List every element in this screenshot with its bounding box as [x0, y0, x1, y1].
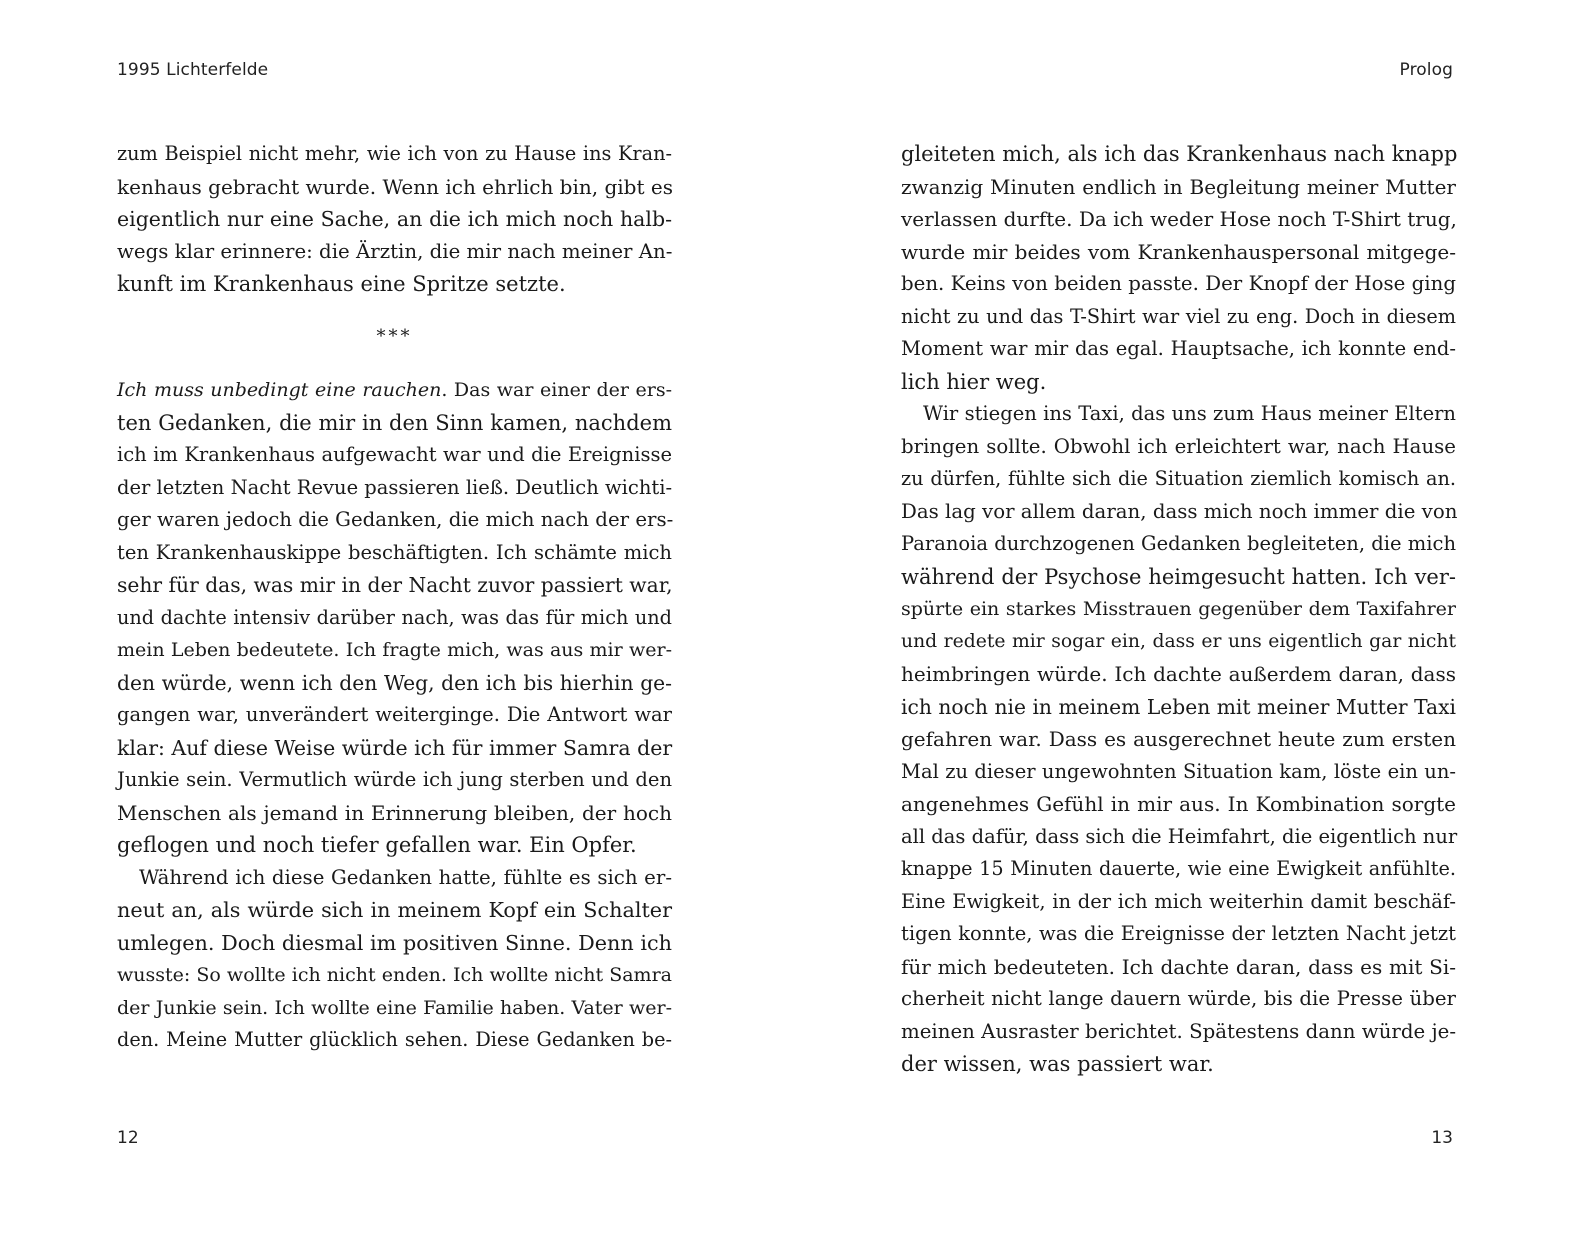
text-line: [117, 374, 672, 407]
text-line: zwanzig Minuten endlich in Begleitung meiner Mutter: [901, 174, 1456, 199]
text-line: für mich bedeuteten. Ich dachte daran, dass es mit Si-: [901, 954, 1456, 979]
text-line: den. Meine Mutter glücklich sehen. Diese Gedanken be-: [117, 1028, 672, 1051]
right-paragraph-1: [901, 138, 1456, 398]
text-line: zu dürfen, fühlte sich die Situation ziemlich komisch an.: [901, 467, 1456, 490]
text-line: ich noch nie in meinem Leben mit meiner Mutter Taxi: [901, 694, 1456, 719]
text-line: cherheit nicht lange dauern würde, bis die Presse über: [901, 987, 1456, 1010]
text-line: geflogen und noch tiefer gefallen war. Ein Opfer.: [117, 833, 637, 857]
text-line: den würde, wenn ich den Weg, den ich bis hierhin ge-: [117, 670, 672, 695]
text-line: Das lag vor allem daran, dass mich noch immer die von: [901, 499, 1458, 523]
text-line: knappe 15 Minuten dauerte, wie eine Ewigkeit anfühlte.: [901, 857, 1456, 880]
text-line: gangen war, unverändert weiterginge. Die Antwort war: [117, 703, 672, 726]
left-paragraph-2: [117, 374, 672, 862]
left-running-head: 1995 Lichterfelde: [117, 60, 269, 80]
text-line: tigen konnte, was die Ereignisse der letzten Nacht jetzt: [901, 922, 1456, 945]
text-line: spürte ein starkes Misstrauen gegenüber dem Taxifahrer: [901, 598, 1456, 620]
text-line: Moment war mir das egal. Hauptsache, ich konnte end-: [901, 337, 1456, 360]
text-line: und dachte intensiv darüber nach, was das für mich und: [117, 605, 672, 629]
text-line: kunft im Krankenhaus eine Spritze setzte.: [117, 272, 566, 296]
right-paragraph-2: [901, 398, 1456, 1081]
text-line: Paranoia durchzogenen Gedanken begleiteten, die mich: [901, 532, 1456, 555]
text-line: angenehmes Gefühl in mir aus. In Kombination sorgte: [901, 792, 1456, 816]
text-line: klar: Auf diese Weise würde ich für immer Samra der: [117, 735, 673, 760]
text-line: wurde mir beides vom Krankenhauspersonal mitgege-: [901, 239, 1456, 264]
text-line: sehr für das, was mir in der Nacht zuvor passiert war,: [117, 573, 673, 597]
text-fragment: . Das war einer der ers-: [441, 379, 672, 401]
left-paragraph-3: [117, 862, 672, 1057]
text-line: ger waren jedoch die Gedanken, die mich nach der ers-: [117, 508, 674, 531]
text-line: lich hier weg.: [901, 369, 1047, 394]
text-line: der wissen, was passiert war.: [901, 1052, 1214, 1076]
text-line: neut an, als würde sich in meinem Kopf ein Schalter: [117, 898, 672, 922]
text-line: Während ich diese Gedanken hatte, fühlte es sich er-: [139, 865, 672, 889]
section-separator: ***: [376, 325, 413, 347]
text-line: ich im Krankenhaus aufgewacht war und die Ereignisse: [117, 443, 672, 466]
text-line: der letzten Nacht Revue passieren ließ. Deutlich wichti-: [117, 475, 673, 499]
text-line: kenhaus gebracht wurde. Wenn ich ehrlich bin, gibt es: [117, 174, 673, 199]
text-line: Eine Ewigkeit, in der ich mich weiterhin damit beschäf-: [901, 889, 1456, 913]
text-line: Menschen als jemand in Erinnerung bleiben, der hoch: [117, 800, 672, 825]
right-running-head: Prolog: [1399, 60, 1453, 80]
text-line: Mal zu dieser ungewohnten Situation kam, löste ein un-: [901, 759, 1456, 783]
text-line: Wir stiegen ins Taxi, das uns zum Haus meiner Eltern: [923, 402, 1456, 425]
left-page-number: 12: [117, 1128, 139, 1148]
text-line: nicht zu und das T-Shirt war viel zu eng. Doch in diesem: [901, 304, 1456, 328]
right-page-number: 13: [1431, 1128, 1453, 1148]
text-line: verlassen durfte. Da ich weder Hose noch T-Shirt trug,: [901, 207, 1457, 231]
text-line: heimbringen würde. Ich dachte außerdem daran, dass: [901, 662, 1456, 686]
right-page-text: [901, 138, 1456, 1081]
left-paragraph-1: [117, 138, 672, 301]
text-line: zum Beispiel nicht mehr, wie ich von zu Hause ins Kran-: [117, 142, 672, 165]
text-line: ten Krankenhauskippe beschäftigten. Ich schämte mich: [117, 540, 672, 564]
text-line: Junkie sein. Vermutlich würde ich jung sterben und den: [117, 768, 672, 791]
text-line: umlegen. Doch diesmal im positiven Sinne. Denn ich: [117, 930, 672, 955]
text-line: gleiteten mich, als ich das Krankenhaus nach knapp: [901, 142, 1458, 166]
text-line: mein Leben bedeutete. Ich fragte mich, was aus mir wer-: [117, 639, 672, 661]
text-line: der Junkie sein. Ich wollte eine Familie haben. Vater wer-: [117, 996, 672, 1019]
text-line: ben. Keins von beiden passte. Der Knopf der Hose ging: [901, 272, 1456, 295]
text-line: all das dafür, dass sich die Heimfahrt, die eigentlich nur: [901, 824, 1458, 848]
text-line: ten Gedanken, die mir in den Sinn kamen, nachdem: [117, 410, 672, 435]
text-line: wusste: So wollte ich nicht enden. Ich wollte nicht Samra: [117, 964, 672, 986]
text-line: wegs klar erinnere: die Ärztin, die mir nach meiner An-: [117, 239, 673, 263]
text-line: gefahren war. Dass es ausgerechnet heute zum ersten: [901, 727, 1456, 751]
text-line: während der Psychose heimgesucht hatten. Ich ver-: [901, 564, 1456, 589]
italic-thought: Ich muss unbedingt eine rauchen: [117, 379, 442, 401]
text-line: eigentlich nur eine Sache, an die ich mich noch halb-: [117, 207, 672, 231]
text-line: und redete mir sogar ein, dass er uns eigentlich gar nicht: [901, 630, 1456, 652]
text-line: meinen Ausraster berichtet. Spätestens dann würde je-: [901, 1019, 1456, 1043]
left-page-text: [117, 138, 672, 1057]
text-line: bringen sollte. Obwohl ich erleichtert war, nach Hause: [901, 434, 1456, 458]
